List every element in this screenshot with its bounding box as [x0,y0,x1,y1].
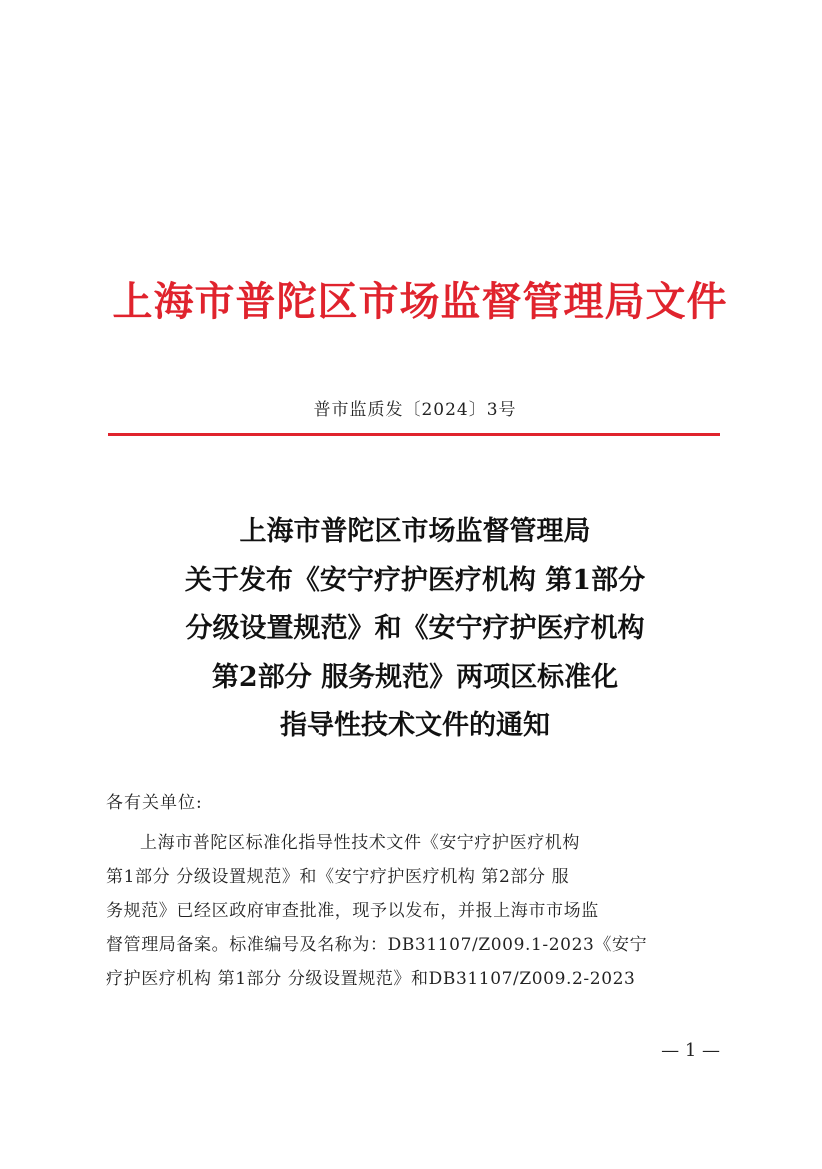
red-divider-line [108,433,720,436]
body-line: 第1部分 分级设置规范》和《安宁疗护医疗机构 第2部分 服 [106,867,570,887]
body-line: 督管理局备案。标准编号及名称为：DB31107/Z009.1-2023《安宁 [106,935,648,955]
body-paragraph [106,826,722,996]
notice-title-line: 关于发布《安宁疗护医疗机构 第1部分 [184,564,646,596]
body-line: 疗护医疗机构 第1部分 分级设置规范》和DB31107/Z009.2-2023 [106,969,636,989]
body-line: 上海市普陀区标准化指导性技术文件《安宁疗护医疗机构 [140,833,580,853]
notice-title-line: 第2部分 服务规范》两项区标准化 [211,661,619,693]
notice-title-line: 上海市普陀区市场监督管理局 [239,516,591,547]
document-number: 普市监质发〔2024〕3号 [313,400,517,420]
notice-title-line: 分级设置规范》和《安宁疗护医疗机构 [185,613,645,645]
notice-title-line: 指导性技术文件的通知 [280,710,550,742]
issuer-header-title: 上海市普陀区市场监督管理局文件 [112,278,728,325]
body-line: 务规范》已经区政府审查批准，现予以发布，并报上海市市场监 [106,901,599,921]
page-number: — 1 — [661,1040,720,1061]
addressee: 各有关单位: [106,793,203,813]
notice-title [90,508,740,751]
